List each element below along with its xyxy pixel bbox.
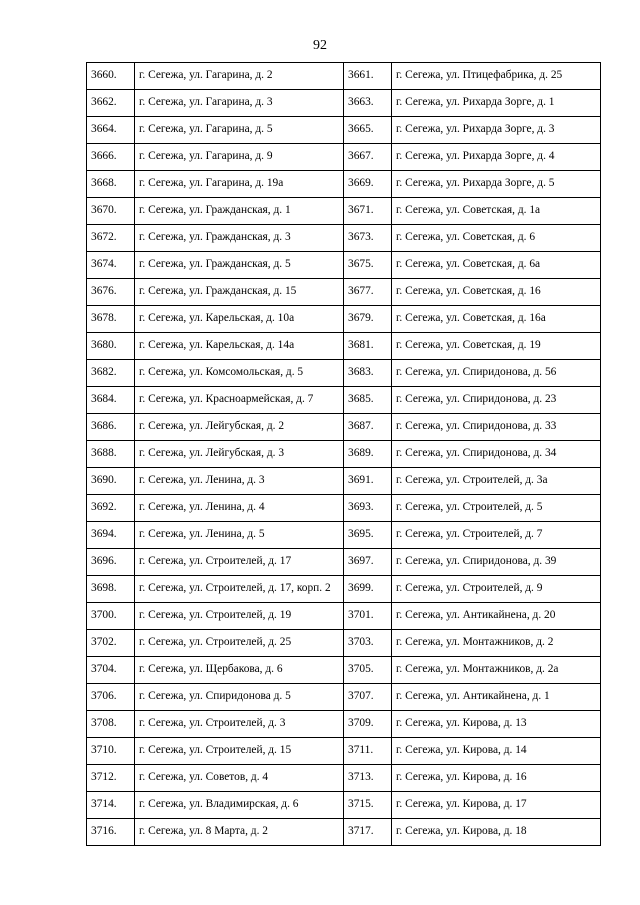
table-row xyxy=(87,576,601,603)
entry-number-left: 3708. xyxy=(87,711,135,738)
address-left: г. Сегежа, ул. Гагарина, д. 3 xyxy=(135,90,344,117)
address-right: г. Сегежа, ул. Спиридонова, д. 23 xyxy=(392,387,601,414)
address-left: г. Сегежа, ул. Строителей, д. 15 xyxy=(135,738,344,765)
table-row xyxy=(87,549,601,576)
table-row xyxy=(87,441,601,468)
address-right: г. Сегежа, ул. Спиридонова, д. 39 xyxy=(392,549,601,576)
entry-number-right: 3677. xyxy=(344,279,392,306)
entry-number-left: 3700. xyxy=(87,603,135,630)
entry-number-left: 3664. xyxy=(87,117,135,144)
address-right: г. Сегежа, ул. Советская, д. 16а xyxy=(392,306,601,333)
address-right: г. Сегежа, ул. Рихарда Зорге, д. 1 xyxy=(392,90,601,117)
address-left: г. Сегежа, ул. Советов, д. 4 xyxy=(135,765,344,792)
entry-number-left: 3694. xyxy=(87,522,135,549)
entry-number-right: 3685. xyxy=(344,387,392,414)
entry-number-left: 3674. xyxy=(87,252,135,279)
address-right: г. Сегежа, ул. Советская, д. 19 xyxy=(392,333,601,360)
entry-number-left: 3660. xyxy=(87,63,135,90)
entry-number-right: 3673. xyxy=(344,225,392,252)
entry-number-right: 3707. xyxy=(344,684,392,711)
table-row xyxy=(87,333,601,360)
address-right: г. Сегежа, ул. Рихарда Зорге, д. 4 xyxy=(392,144,601,171)
entry-number-right: 3665. xyxy=(344,117,392,144)
table-row xyxy=(87,765,601,792)
address-left: г. Сегежа, ул. 8 Марта, д. 2 xyxy=(135,819,344,846)
address-right: г. Сегежа, ул. Строителей, д. 7 xyxy=(392,522,601,549)
entry-number-right: 3683. xyxy=(344,360,392,387)
address-right: г. Сегежа, ул. Кирова, д. 14 xyxy=(392,738,601,765)
entry-number-left: 3666. xyxy=(87,144,135,171)
address-right: г. Сегежа, ул. Кирова, д. 13 xyxy=(392,711,601,738)
table-row xyxy=(87,738,601,765)
table-row xyxy=(87,495,601,522)
address-left: г. Сегежа, ул. Ленина, д. 3 xyxy=(135,468,344,495)
table-row xyxy=(87,279,601,306)
address-left: г. Сегежа, ул. Гагарина, д. 5 xyxy=(135,117,344,144)
entry-number-right: 3699. xyxy=(344,576,392,603)
entry-number-right: 3669. xyxy=(344,171,392,198)
entry-number-right: 3703. xyxy=(344,630,392,657)
entry-number-left: 3712. xyxy=(87,765,135,792)
address-left: г. Сегежа, ул. Ленина, д. 5 xyxy=(135,522,344,549)
address-left: г. Сегежа, ул. Ленина, д. 4 xyxy=(135,495,344,522)
entry-number-right: 3663. xyxy=(344,90,392,117)
table-row xyxy=(87,225,601,252)
address-left: г. Сегежа, ул. Лейгубская, д. 2 xyxy=(135,414,344,441)
address-left: г. Сегежа, ул. Гражданская, д. 15 xyxy=(135,279,344,306)
entry-number-right: 3681. xyxy=(344,333,392,360)
address-left: г. Сегежа, ул. Комсомольская, д. 5 xyxy=(135,360,344,387)
entry-number-left: 3696. xyxy=(87,549,135,576)
address-left: г. Сегежа, ул. Гражданская, д. 3 xyxy=(135,225,344,252)
address-left: г. Сегежа, ул. Щербакова, д. 6 xyxy=(135,657,344,684)
entry-number-left: 3688. xyxy=(87,441,135,468)
entry-number-left: 3682. xyxy=(87,360,135,387)
address-right: г. Сегежа, ул. Рихарда Зорге, д. 5 xyxy=(392,171,601,198)
address-right: г. Сегежа, ул. Кирова, д. 17 xyxy=(392,792,601,819)
table-row xyxy=(87,684,601,711)
table-row xyxy=(87,252,601,279)
address-left: г. Сегежа, ул. Лейгубская, д. 3 xyxy=(135,441,344,468)
address-right: г. Сегежа, ул. Рихарда Зорге, д. 3 xyxy=(392,117,601,144)
page-number: 92 xyxy=(313,38,327,53)
entry-number-right: 3675. xyxy=(344,252,392,279)
entry-number-right: 3715. xyxy=(344,792,392,819)
entry-number-right: 3667. xyxy=(344,144,392,171)
entry-number-right: 3671. xyxy=(344,198,392,225)
address-right: г. Сегежа, ул. Монтажников, д. 2 xyxy=(392,630,601,657)
table-row xyxy=(87,90,601,117)
entry-number-left: 3710. xyxy=(87,738,135,765)
address-left: г. Сегежа, ул. Гражданская, д. 1 xyxy=(135,198,344,225)
address-left: г. Сегежа, ул. Гагарина, д. 9 xyxy=(135,144,344,171)
entry-number-left: 3662. xyxy=(87,90,135,117)
address-right: г. Сегежа, ул. Кирова, д. 16 xyxy=(392,765,601,792)
entry-number-left: 3692. xyxy=(87,495,135,522)
address-right: г. Сегежа, ул. Кирова, д. 18 xyxy=(392,819,601,846)
address-right: г. Сегежа, ул. Спиридонова, д. 56 xyxy=(392,360,601,387)
entry-number-right: 3705. xyxy=(344,657,392,684)
address-left: г. Сегежа, ул. Гагарина, д. 2 xyxy=(135,63,344,90)
entry-number-right: 3691. xyxy=(344,468,392,495)
address-left: г. Сегежа, ул. Карельская, д. 10а xyxy=(135,306,344,333)
table-row xyxy=(87,198,601,225)
entry-number-right: 3689. xyxy=(344,441,392,468)
address-right: г. Сегежа, ул. Антикайнена, д. 20 xyxy=(392,603,601,630)
address-table xyxy=(86,62,601,846)
address-left: г. Сегежа, ул. Строителей, д. 3 xyxy=(135,711,344,738)
entry-number-left: 3702. xyxy=(87,630,135,657)
table-row xyxy=(87,522,601,549)
table-row xyxy=(87,63,601,90)
entry-number-right: 3717. xyxy=(344,819,392,846)
table-row xyxy=(87,387,601,414)
entry-number-right: 3693. xyxy=(344,495,392,522)
table-row xyxy=(87,171,601,198)
entry-number-left: 3706. xyxy=(87,684,135,711)
table-row xyxy=(87,792,601,819)
entry-number-left: 3672. xyxy=(87,225,135,252)
table-row xyxy=(87,657,601,684)
entry-number-right: 3713. xyxy=(344,765,392,792)
table-row xyxy=(87,306,601,333)
entry-number-right: 3661. xyxy=(344,63,392,90)
table-row xyxy=(87,414,601,441)
address-right: г. Сегежа, ул. Птицефабрика, д. 25 xyxy=(392,63,601,90)
entry-number-right: 3697. xyxy=(344,549,392,576)
entry-number-left: 3716. xyxy=(87,819,135,846)
entry-number-right: 3679. xyxy=(344,306,392,333)
address-left: г. Сегежа, ул. Спиридонова д. 5 xyxy=(135,684,344,711)
address-right: г. Сегежа, ул. Спиридонова, д. 34 xyxy=(392,441,601,468)
entry-number-right: 3701. xyxy=(344,603,392,630)
address-right: г. Сегежа, ул. Монтажников, д. 2а xyxy=(392,657,601,684)
entry-number-left: 3678. xyxy=(87,306,135,333)
entry-number-left: 3670. xyxy=(87,198,135,225)
address-right: г. Сегежа, ул. Советская, д. 6 xyxy=(392,225,601,252)
entry-number-right: 3711. xyxy=(344,738,392,765)
table-row xyxy=(87,144,601,171)
entry-number-left: 3684. xyxy=(87,387,135,414)
address-right: г. Сегежа, ул. Строителей, д. 5 xyxy=(392,495,601,522)
entry-number-left: 3690. xyxy=(87,468,135,495)
address-right: г. Сегежа, ул. Строителей, д. 9 xyxy=(392,576,601,603)
table-row xyxy=(87,711,601,738)
entry-number-left: 3686. xyxy=(87,414,135,441)
entry-number-left: 3680. xyxy=(87,333,135,360)
table-row xyxy=(87,360,601,387)
entry-number-right: 3709. xyxy=(344,711,392,738)
address-left: г. Сегежа, ул. Строителей, д. 19 xyxy=(135,603,344,630)
address-left: г. Сегежа, ул. Строителей, д. 17, корп. 2 xyxy=(135,576,344,603)
address-right: г. Сегежа, ул. Спиридонова, д. 33 xyxy=(392,414,601,441)
table-row xyxy=(87,468,601,495)
entry-number-left: 3676. xyxy=(87,279,135,306)
table-row xyxy=(87,603,601,630)
address-left: г. Сегежа, ул. Гагарина, д. 19а xyxy=(135,171,344,198)
address-right: г. Сегежа, ул. Советская, д. 16 xyxy=(392,279,601,306)
address-left: г. Сегежа, ул. Владимирская, д. 6 xyxy=(135,792,344,819)
address-left: г. Сегежа, ул. Строителей, д. 17 xyxy=(135,549,344,576)
entry-number-left: 3714. xyxy=(87,792,135,819)
table-row xyxy=(87,819,601,846)
address-right: г. Сегежа, ул. Советская, д. 1а xyxy=(392,198,601,225)
address-right: г. Сегежа, ул. Антикайнена, д. 1 xyxy=(392,684,601,711)
address-left: г. Сегежа, ул. Строителей, д. 25 xyxy=(135,630,344,657)
address-left: г. Сегежа, ул. Карельская, д. 14а xyxy=(135,333,344,360)
entry-number-left: 3668. xyxy=(87,171,135,198)
address-left: г. Сегежа, ул. Гражданская, д. 5 xyxy=(135,252,344,279)
table-row xyxy=(87,630,601,657)
address-right: г. Сегежа, ул. Строителей, д. 3а xyxy=(392,468,601,495)
entry-number-left: 3704. xyxy=(87,657,135,684)
address-right: г. Сегежа, ул. Советская, д. 6а xyxy=(392,252,601,279)
entry-number-left: 3698. xyxy=(87,576,135,603)
entry-number-right: 3695. xyxy=(344,522,392,549)
entry-number-right: 3687. xyxy=(344,414,392,441)
address-left: г. Сегежа, ул. Красноармейская, д. 7 xyxy=(135,387,344,414)
table-row xyxy=(87,117,601,144)
address-table-body xyxy=(87,63,601,846)
